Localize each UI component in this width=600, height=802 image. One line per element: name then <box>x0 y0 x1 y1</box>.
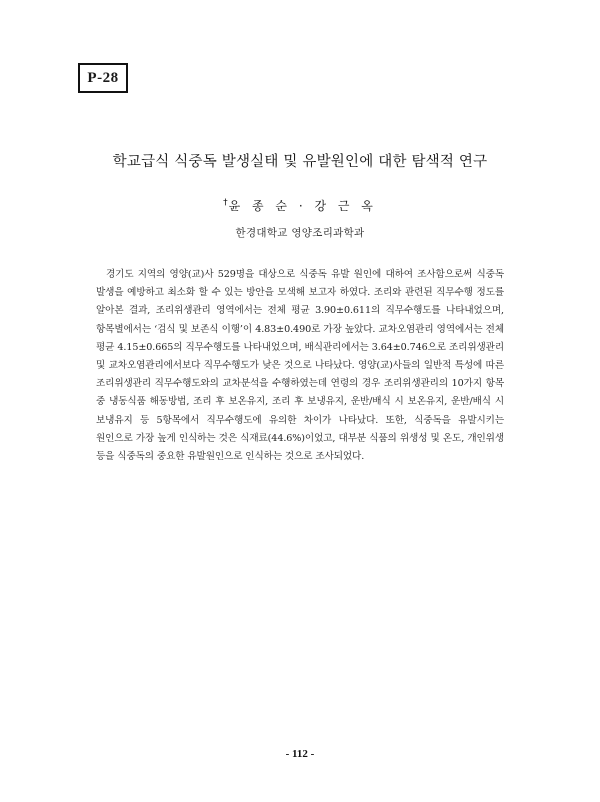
page-number: - 112 - <box>285 748 315 760</box>
paper-title: 학교급식 식중독 발생실태 및 유발원인에 대한 탐색적 연구 <box>112 154 488 170</box>
affiliation: 한경대학교 영양조리과학과 <box>235 227 365 239</box>
corresponding-author-mark: † <box>223 198 228 208</box>
author-names: 윤 종 순 · 강 근 옥 <box>228 199 377 213</box>
authors-line <box>0 197 600 214</box>
abstract-body: 경기도 지역의 영양(교)사 529명을 대상으로 식중독 유발 원인에 대하여 조사함으로써 식중독 발생을 예방하고 최소화 할 수 있는 방안을 모색해 보고자 하였다. 조리와 관련된 직무수행 정도를 알아본 결과, 조리위생관리 영역에서는 전체 평균 3.90±0.611의 직무수행도를 나타내었으며, 항목별에서는 ‘검식 및 보존식 이행’이 4.83±0.490로 가장 높았다. 교차오염관리 영역에서는 전체 평균 4.15±0.665의 직무수행도를 나타내었으며, 배식관리에서는 3.64±0.746으로 조리위생관리 및 교차오염관리에서보다 직무수행도가 낮은 것으로 나타났다. 영양(교)사들의 일반적 특성에 따른 조리위생관리 직무수행도와의 교차분석을 수행하였는데 연령의 경우 조리위생관리의 10가지 항목 중 냉동식품 해동방법, 조리 후 보온유지, 조리 후 보냉유지, 운반/배식 시 보온유지, 운반/배식 시 보냉유지 등 5항목에서 직무수행도에 유의한 차이가 나타났다. 또한, 식중독을 유발시키는 원인으로 가장 높게 인식하는 것은 식재료(44.6%)이었고, 대부분 식품의 위생성 및 온도, 개인위생 등을 식중독의 중요한 유발원인으로 인식하는 것으로 조사되었다. <box>96 269 504 463</box>
poster-id: P-28 <box>87 69 119 86</box>
poster-id-box <box>78 63 128 93</box>
